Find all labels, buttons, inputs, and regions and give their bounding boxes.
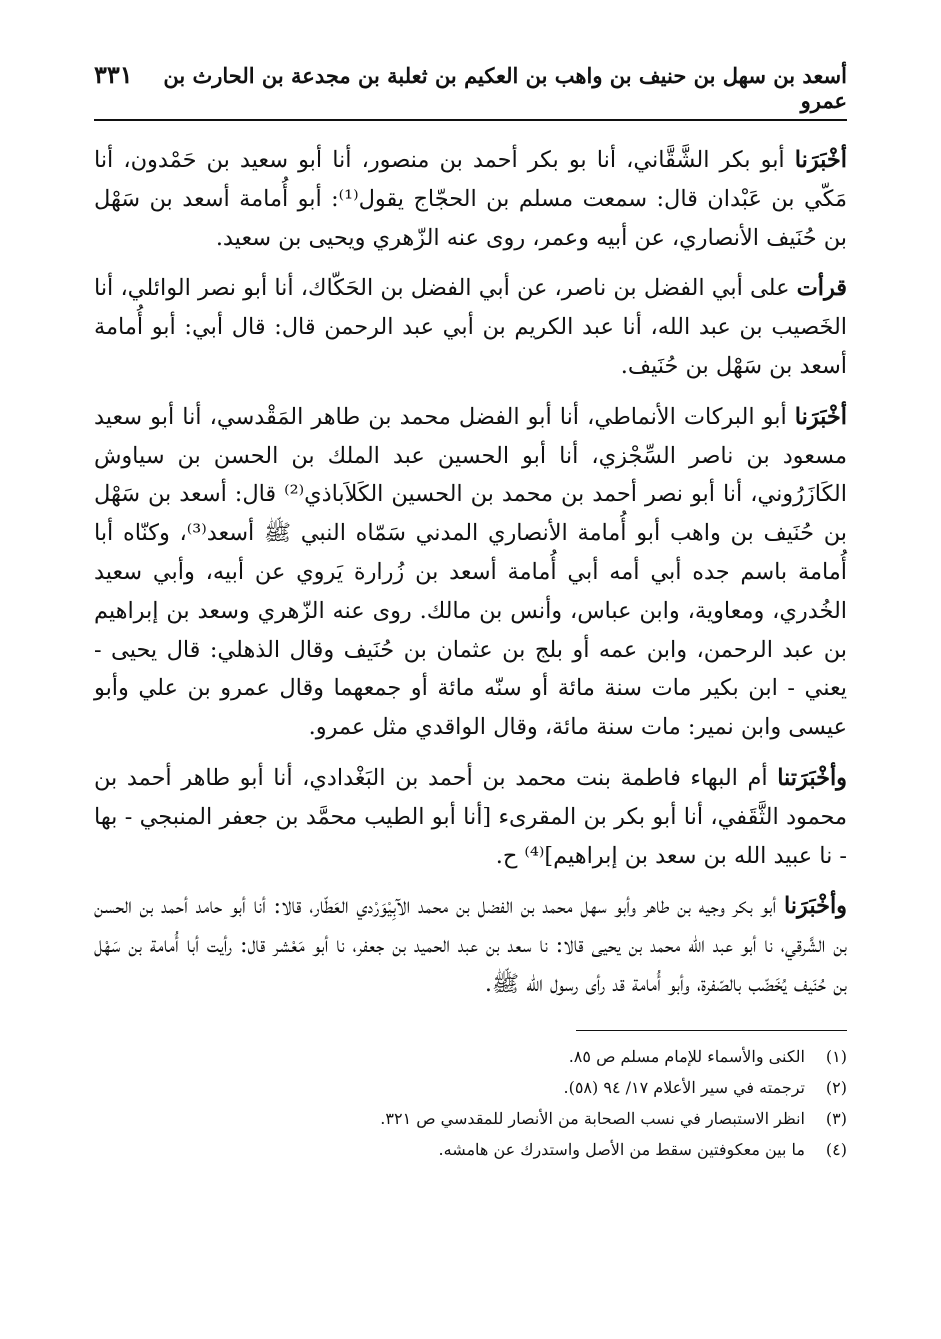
paragraph-1: [94, 141, 847, 257]
paragraph-lead-2: قرأت: [796, 275, 847, 302]
paragraph-lead-1: أخْبَرَنا: [794, 147, 847, 173]
paragraph-text-2: على أبي الفضل بن ناصر، عن أبي الفضل بن الحَكّاك، أنا أبو نصر الوائلي، أنا الخَصيب بن عبد الله، أنا عبد الكريم بن أبي عبد الرحمن قال: قال أبي: أبو أُمامة أسعد بن سَهْل بن حُنَيف.: [94, 275, 847, 379]
footnote-number: (١): [825, 1046, 847, 1066]
paragraph-lead-3: أخْبَرَنا: [794, 403, 847, 430]
paragraph-3: [94, 398, 847, 747]
footnote-4: [94, 1134, 847, 1165]
footnote-number: (٤): [825, 1139, 847, 1159]
footnote-text: ترجمته في سير الأعلام ١٧/ ٩٤ (٥٨).: [563, 1077, 805, 1097]
paragraph-lead-5: وأخْبَرَنا: [783, 893, 847, 920]
footnote-divider: [576, 1030, 847, 1031]
paragraph-text-4: أم البهاء فاطمة بنت محمد بن أحمد بن البَغْدادي، أنا أبو طاهر أحمد بن محمود الثَّقَفي، أنا أبو بكر بن المقرىء [أنا أبو الطيب محمَّد بن جعفر المنبجي - بها - نا عبيد الله بن سعد بن إبراهيم]⁽⁴⁾ ح.: [94, 764, 847, 869]
footnote-3: [94, 1103, 847, 1134]
footnote-text: ما بين معكوفتين سقط من الأصل واستدرك عن هامشه.: [438, 1139, 805, 1159]
footnote-number: (٢): [825, 1077, 847, 1097]
footnotes: [94, 1041, 847, 1165]
paragraph-5: [94, 887, 847, 1003]
paragraph-4: [94, 759, 847, 875]
footnote-1: [94, 1041, 847, 1072]
footnote-number: (٣): [825, 1108, 847, 1128]
paragraph-text-1: أبو بكر الشَّقَّاني، أنا بو بكر أحمد بن منصور، أنا أبو سعيد بن حَمْدون، أنا مَكّي بن عَبْدان قال: سمعت مسلم بن الحجّاج يقول⁽¹⁾: أبو أُمامة أسعد بن سَهْل بن حُنَيف الأنصاري، عن أبيه وعمر، روى عنه الزّهري ويحيى بن سعيد.: [94, 147, 847, 251]
main-text: [94, 141, 847, 1004]
paragraph-lead-4: وأخْبَرَتنا: [777, 764, 847, 791]
header-title: أسعد بن سهل بن حنيف بن واهب بن العكيم بن ثعلبة بن مجدعة بن الحارث بن عمرو: [163, 63, 847, 113]
page-number: ٣٣١: [94, 60, 133, 89]
running-header: [94, 60, 847, 121]
paragraph-2: [94, 269, 847, 385]
footnote-text: الكنى والأسماء للإمام مسلم ص ٨٥.: [568, 1046, 805, 1066]
footnote-2: [94, 1072, 847, 1103]
paragraph-text-5: أبو بكر وجيه بن طاهر وأبو سهل محمد بن الفضل بن محمد الآبِيْوَرْدي العَطّار، قالا: أنا أبو حامد أحمد بن الحسن بن الشَّرقي، نا أبو عبد الله محمد بن يحيى قالا: نا سعد بن عبد الحميد بن جعفر، نا أبو مَعْشر قال: رأيت أبا أُمامة بن سَهْل بن حُنَيف يُخَضّب بالصّفرة، وأبو أُمامة قد رأى رسول الله ﷺ.: [94, 893, 847, 997]
paragraph-text-3: أبو البركات الأنماطي، أنا أبو الفضل محمد بن طاهر المَقْدسي، أنا أبو سعيد مسعود بن ناصر السِّجْزي، أنا أبو الحسين عبد الملك بن الحسن بن سياوش الكَازَرُوني، أنا أبو نصر أحمد بن محمد بن الحسين الكَلاَباذي⁽²⁾ قال: أسعد بن سَهْل بن حُنَيف بن واهب أبو أُمامة الأنصاري المدني سَمّاه النبي ﷺ أسعد⁽³⁾، وكنّاه أبا أُمامة باسم جده أبي أمه أبي أُمامة أسعد بن زُرارة يَروي عن أبيه، وأبي سعيد الخُدري، ومعاوية، وابن عباس، وأنس بن مالك. روى عنه الزّهري وسعد بن إبراهيم بن عبد الرحمن، وابن عمه أو بلج بن عثمان بن حُنَيف وقال الذهلي: قال يحيى - يعني - ابن بكير مات سنة مائة أو سنّه مائة أو جمعهما وقال عمرو بن علي وأبو عيسى وابن نمير: مات سنة مائة، وقال الواقدي مثل عمرو.: [94, 403, 847, 741]
footnote-text: انظر الاستبصار في نسب الصحابة من الأنصار للمقدسي ص ٣٢١.: [380, 1108, 805, 1128]
